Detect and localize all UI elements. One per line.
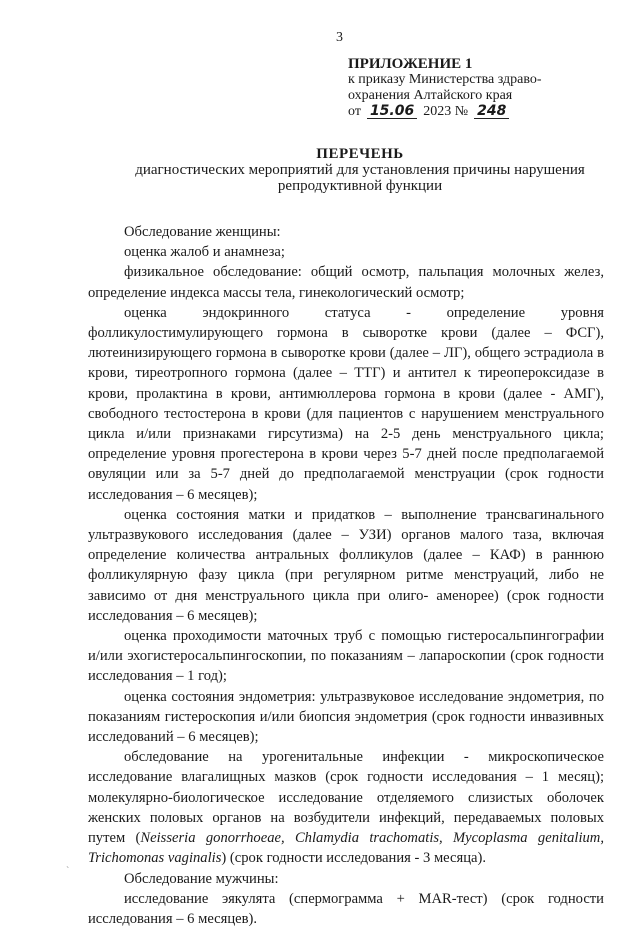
paragraph-infections: обследование на урогенитальные инфекции - микроскопическое исследование влагалищных мазков (срок годности исследования – 1 месяц); молекулярно-биологическое исследование отделяемого слизистых оболочек женских половых органов на возбудители инфекций, передаваемых половых путем (Neisseria gonorrhoeae, Chlamydia trachomatis, Mycoplasma genitalium, Trichomonas vaginalis) (срок годности исследования - 3 месяца). [88, 749, 604, 867]
date-prefix: от [348, 104, 361, 119]
paragraph-women-exam: Обследование женщины: [124, 224, 281, 240]
document-title-block [100, 146, 620, 194]
appendix-title: ПРИЛОЖЕНИЕ 1 [348, 56, 473, 72]
appendix-date-line [348, 104, 618, 120]
page-number: 3 [336, 30, 343, 45]
handwritten-order-number: 248 [474, 104, 509, 119]
handwritten-date: 15.06 [367, 104, 417, 119]
paragraph-uterus: оценка состояния матки и придатков – выполнение трансвагинального ультразвукового исследования (далее – УЗИ) органов малого таза, включая определение количества антральных фолликулов (далее – КАФ) в раннюю фолликулярную фазу цикла (при регулярном ритме менструаций, либо не зависимо от дня менструального цикла при олиго- аменорее) (срок годности исследования – 6 месяцев); [88, 506, 604, 624]
appendix-header [348, 56, 618, 120]
paragraph-men-exam: Обследование мужчины: [124, 870, 279, 887]
document-title: ПЕРЕЧЕНЬ [316, 146, 404, 162]
scan-mark: ˋ [66, 866, 70, 877]
paragraph-endocrine: оценка эндокринного статуса - определение уровня фолликулостимулирующего гормона в сыворотке крови (далее – ФСГ), лютеинизирующего гормона в сыворотке крови (далее – ЛГ), общего эстрадиола в крови, тиреотропного гормона (далее – ТТГ) и антител к тиреопероксидазе в крови, пролактина в крови, антимюллерова гормона в крови (далее - АМГ), свободного тестостерона в крови (для пациентов с нарушением менструального цикла и/или признаками гирсутизма) на 2-5 день менструального цикла; определение уровня прогестерона в крови через 5-7 дней после предполагаемой овуляции или за 5-7 дней до предполагаемой менструации (срок годности исследования – 6 месяцев); [88, 304, 604, 503]
document-subtitle: диагностических мероприятий для установления причины нарушения репродуктивной функции [135, 162, 585, 194]
paragraph-complaints: оценка жалоб и анамнеза; [124, 244, 285, 261]
appendix-order-line-2: охранения Алтайского края [348, 88, 513, 103]
appendix-order-line-1: к приказу Министерства здраво- [348, 72, 542, 87]
paragraph-physical-exam: физикальное обследование: общий осмотр, пальпация молочных желез, определение индекса массы тела, гинекологический осмотр; [88, 264, 604, 301]
document-body [88, 222, 604, 929]
paragraph-ejaculate: исследование эякулята (спермограмма + MAR-тест) (срок годности исследования – 6 месяцев). [88, 890, 604, 927]
order-year: 2023 № [423, 104, 469, 119]
paragraph-endometrium: оценка состояния эндометрия: ультразвуковое исследование эндометрия, по показаниям гистероскопия и/или биопсия эндометрия (срок годности инвазивных исследований – 6 месяцев); [88, 688, 604, 746]
paragraph-tubes: оценка проходимости маточных труб с помощью гистеросальпингографии и/или эхогистеросальпингоскопии, по показаниям – лапароскопии (срок годности исследования – 1 год); [88, 628, 604, 685]
